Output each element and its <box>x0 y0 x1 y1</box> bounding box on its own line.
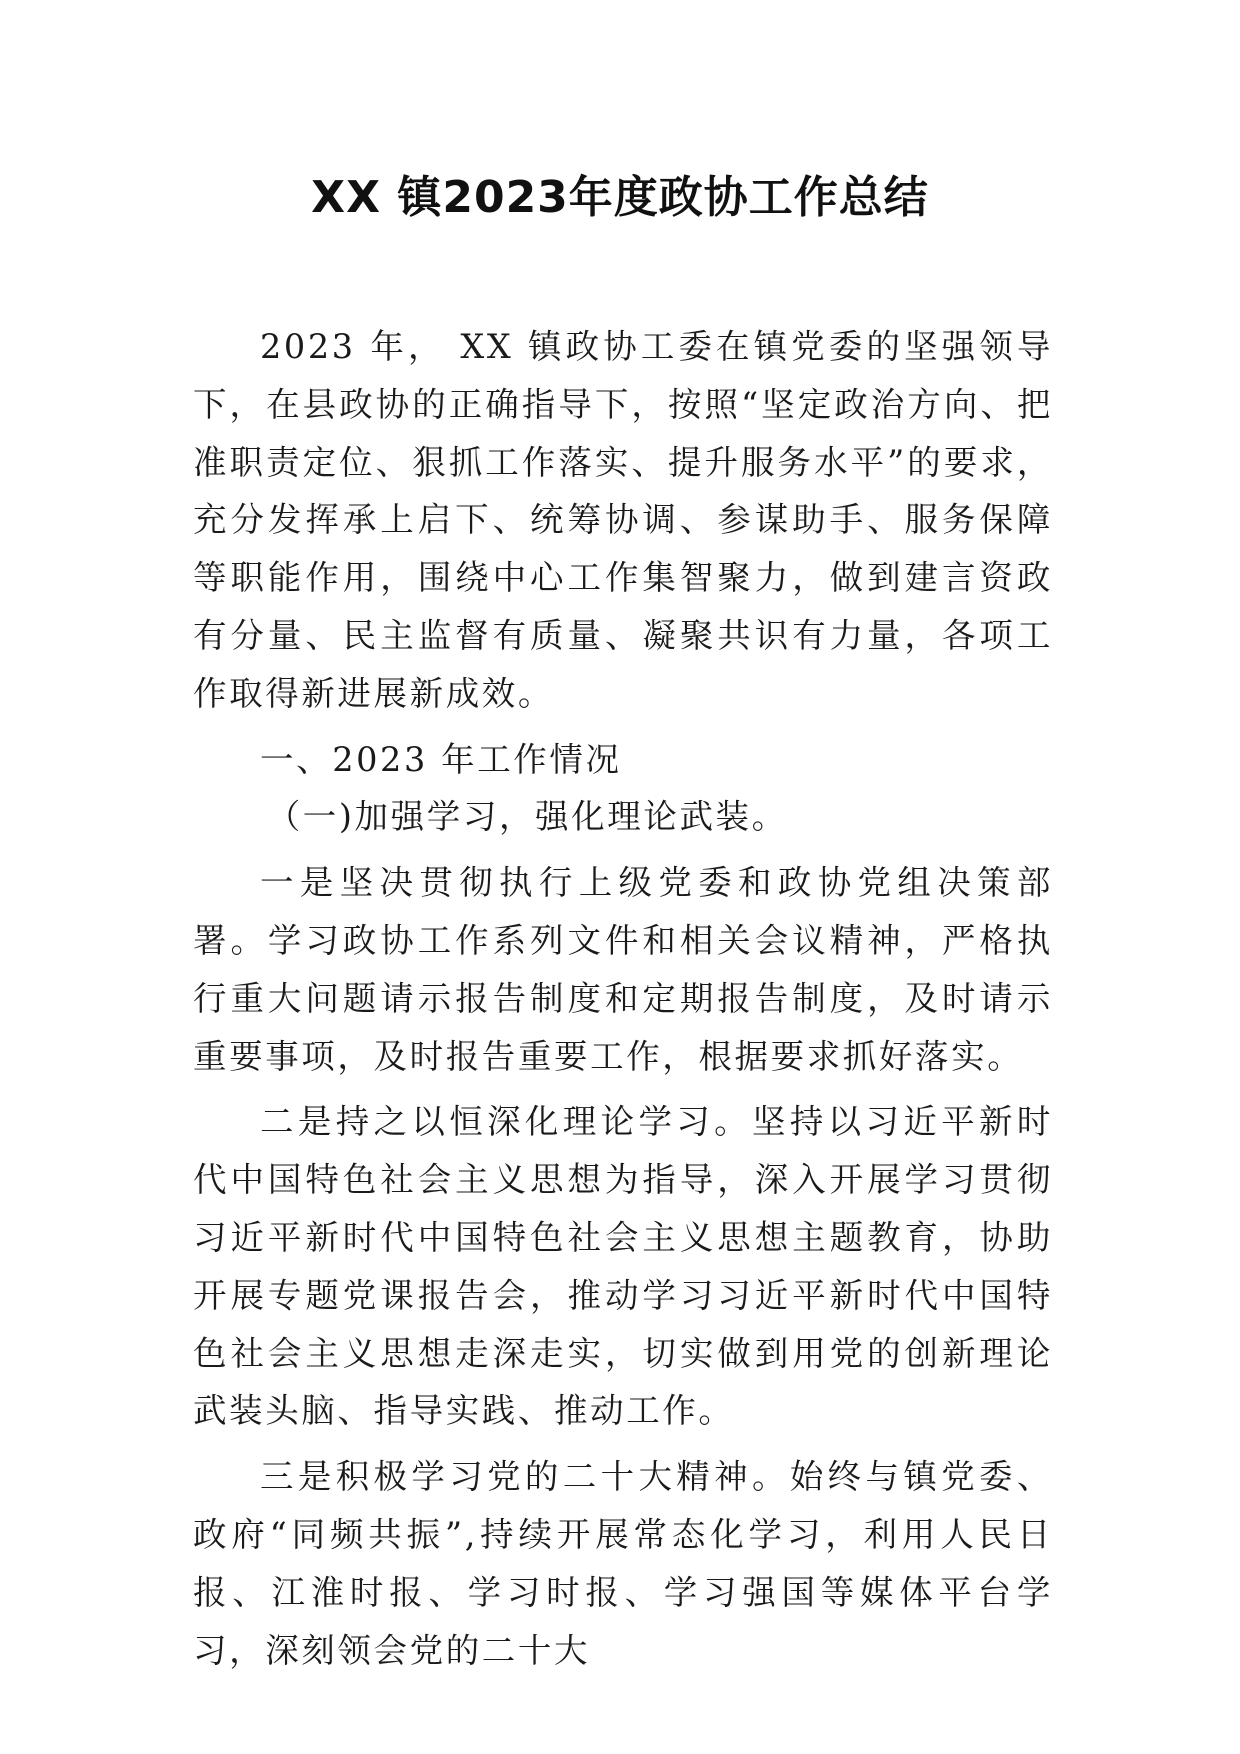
intro-paragraph: 2023 年， XX 镇政协工委在镇党委的坚强领导下，在县政协的正确指导下，按照“坚定政治方向、把准职责定位、狠抓工作落实、提升服务水平”的要求，充分发挥承上启下、统筹协调、参谋助手、服务保障等职能作用，围绕中心工作集智聚力，做到建言资政有分量、民主监督有质量、凝聚共识有力量，各项工作取得新进展新成效。 <box>193 327 1053 713</box>
body-paragraph: 一是坚决贯彻执行上级党委和政协党组决策部署。学习政协工作系列文件和相关会议精神，严格执行重大问题请示报告制度和定期报告制度，及时请示重要事项，及时报告重要工作，根据要求抓好落实。 <box>193 863 1053 1076</box>
subsection-heading: （一)加强学习，强化理论武装。 <box>266 797 788 837</box>
body-paragraph: 二是持之以恒深化理论学习。坚持以习近平新时代中国特色社会主义思想为指导，深入开展学习贯彻习近平新时代中国特色社会主义思想主题教育，协助开展专题党课报告会，推动学习习近平新时代中国特色社会主义思想走深走实，切实做到用党的创新理论武装头脑、指导实践、推动工作。 <box>193 1102 1053 1431</box>
document-title: XX 镇2023年度政协工作总结 <box>311 172 929 223</box>
body-paragraph: 三是积极学习党的二十大精神。始终与镇党委、政府“同频共振”,持续开展常态化学习，利用人民日报、江淮时报、学习时报、学习强国等媒体平台学习，深刻领会党的二十大 <box>193 1457 1053 1670</box>
document-body <box>193 318 1053 1679</box>
section-heading: 一、2023 年工作情况 <box>260 739 622 779</box>
